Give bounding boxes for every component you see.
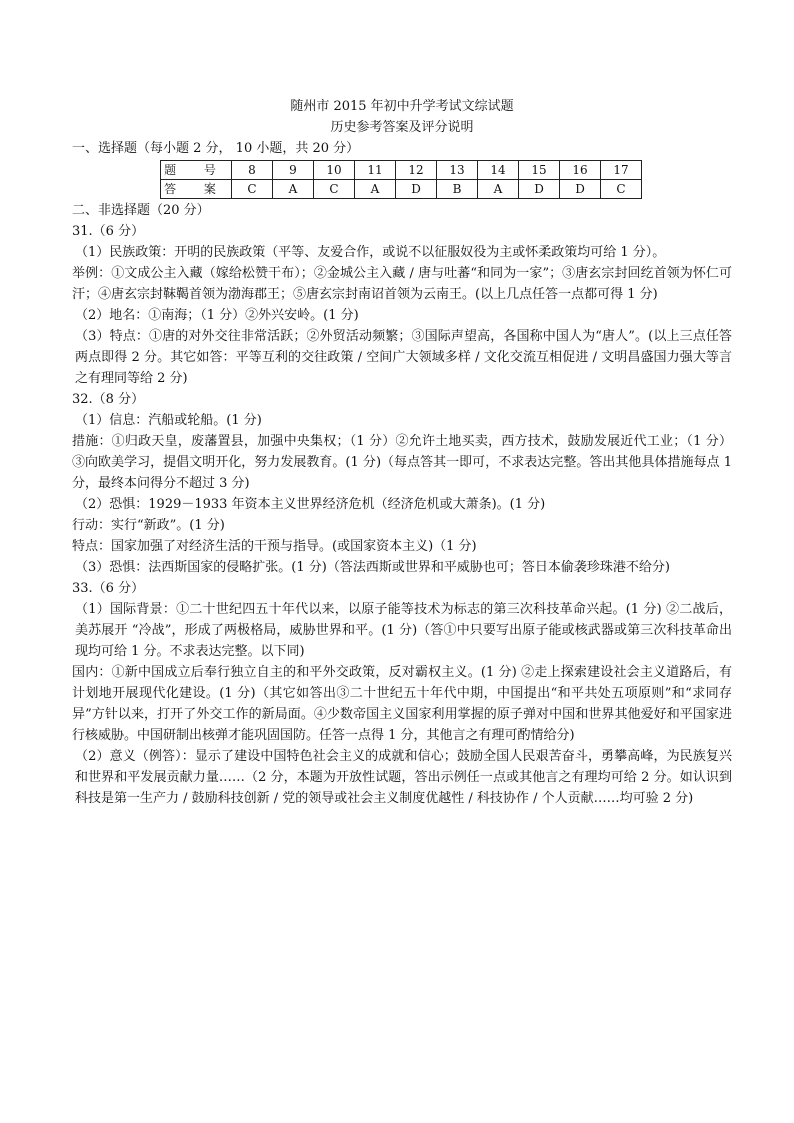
answer-paragraph: （2）意义（例答）：显示了建设中国特色社会主义的成就和信心；鼓励全国人民艰苦奋斗，勇攀高峰，为民族复兴和世界和平发展贡献力量……（2 分，本题为开放性试题，答出示例任一点或其他言之有理均可给 2 分。如认识到科技是第一生产力 / 鼓励科技创新 / 党的领导或社会主义制度优越性 / 科技协作 / 个人贡献……均可验 2 分) <box>75 749 732 806</box>
answer-paragraph: 特点：国家加强了对经济生活的干预与指导。(或国家资本主义)（1 分) <box>72 539 477 554</box>
table-cell: C <box>232 180 273 199</box>
answer-paragraph: 国内：①新中国成立后奉行独立自主的和平外交政策，反对霸权主义。(1 分) ②走上探索建设社会主义道路后，有计划地开展现代化建设。(1 分)（其它如答出③二十世纪五十年代中期，中国提出“和平共处五项原则”和“求同存异”方针以来，打开了外交工作的新局面。④少数帝国主义国家利用掌握的原子弹对中国和世界其他爱好和平国家进行核威胁。中国研制出核弹才能巩固国防。任答一点得 1 分，其他言之有理可酌情给分) <box>72 665 732 743</box>
table-cell: 9 <box>273 161 314 180</box>
table-cell: C <box>601 180 642 199</box>
answer-paragraph: （3）特点：①唐的对外交往非常活跃；②外贸活动频繁；③国际声望高，各国称中国人为“唐人”。(以上三点任答两点即得 2 分。其它如答：平等互利的交往政策 / 空间广大领域多样 / 文化交流互相促进 / 文明昌盛国力强大等言之有理同等给 2 分) <box>75 329 732 386</box>
table-cell: 10 <box>314 161 355 180</box>
table-row-answers <box>161 180 642 199</box>
table-header-answer: 答 案 <box>161 180 232 199</box>
question-heading: 32.（8 分） <box>72 392 145 407</box>
table-cell: 15 <box>519 161 560 180</box>
table-cell: 11 <box>355 161 396 180</box>
table-cell: D <box>519 180 560 199</box>
table-cell: D <box>560 180 601 199</box>
table-cell: D <box>396 180 437 199</box>
table-header-number: 题 号 <box>161 161 232 180</box>
table-cell: 16 <box>560 161 601 180</box>
table-cell: A <box>478 180 519 199</box>
table-cell: 8 <box>232 161 273 180</box>
question-heading: 31.（6 分） <box>72 224 145 239</box>
section-heading-choice: 一、选择题（每小题 2 分， 10 小题，共 20 分） <box>72 141 360 156</box>
answer-table <box>160 160 642 199</box>
document-title: 随州市 2015 年初中升学考试文综试题 <box>290 99 514 114</box>
answer-paragraph: 措施：①归政天皇，废藩置县，加强中央集权；（1 分）②允许土地买卖，西方技术，鼓励发展近代工业；（1 分）③向欧美学习，提倡文明开化，努力发展教育。(1 分)（每点答其一即可，不求表达完整。答出其他具体措施每点 1 分，最终本问得分不超过 3 分) <box>72 434 732 491</box>
table-cell: 14 <box>478 161 519 180</box>
table-cell: C <box>314 180 355 199</box>
answer-paragraph: （2）恐惧：1929－1933 年资本主义世界经济危机（经济危机或大萧条)。(1 分) <box>75 497 546 512</box>
table-cell: A <box>273 180 314 199</box>
table-row-numbers <box>161 161 642 180</box>
answer-paragraph: （1）国际背景：①二十世纪四五十年代以来，以原子能等技术为标志的第三次科技革命兴起。(1 分) ②二战后，美苏展开 “冷战”，形成了两极格局，威胁世界和平。(1 分)（答①中只要写出原子能或核武器或第三次科技革命出现均可给 1 分。不求表达完整。以下同) <box>75 602 732 659</box>
answer-document <box>72 96 732 809</box>
answer-paragraph: （2）地名：①南海；（1 分）②外兴安岭。(1 分) <box>75 308 359 323</box>
table-cell: A <box>355 180 396 199</box>
answer-paragraph: （1）民族政策：开明的民族政策（平等、友爱合作，或说不以征服奴役为主或怀柔政策均可给 1 分）。 <box>75 245 666 260</box>
answer-paragraph: （1）信息：汽船或轮船。(1 分) <box>75 413 262 428</box>
answer-paragraph: 行动：实行“新政”。(1 分) <box>72 518 225 533</box>
table-cell: 13 <box>437 161 478 180</box>
section-heading-nonchoice: 二、非选择题（20 分） <box>72 203 210 218</box>
document-subtitle: 历史参考答案及评分说明 <box>330 120 474 135</box>
table-cell: B <box>437 180 478 199</box>
answer-paragraph: （3）恐惧：法西斯国家的侵略扩张。(1 分)（答法西斯或世界和平威胁也可；答日本偷袭珍珠港不给分) <box>75 560 670 575</box>
answer-paragraph: 举例：①文成公主入藏（嫁给松赞干布）；②金城公主入藏 / 唐与吐蕃“和同为一家”；③唐玄宗封回纥首领为怀仁可汗；④唐玄宗封靺鞨首领为渤海郡王；⑤唐玄宗封南诏首领为云南王。(以上几点任答一点都可得 1 分) <box>72 266 732 302</box>
table-cell: 17 <box>601 161 642 180</box>
table-cell: 12 <box>396 161 437 180</box>
question-heading: 33.（6 分） <box>72 581 145 596</box>
